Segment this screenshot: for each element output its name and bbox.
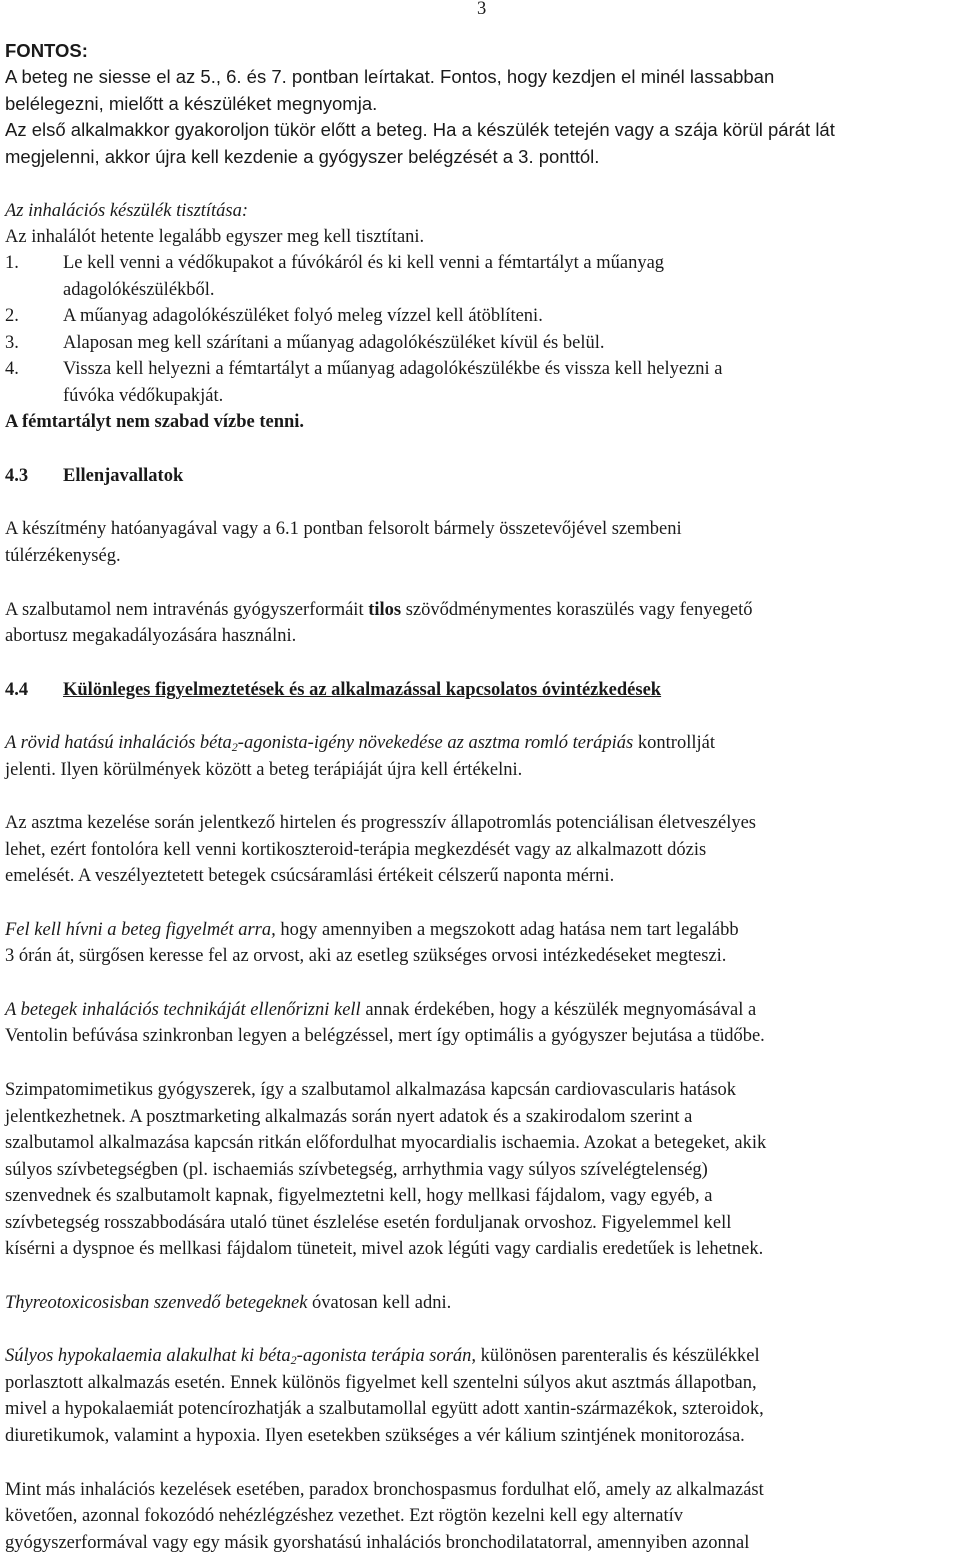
contraindication-line-1: A készítmény hatóanyagával vagy a 6.1 pontban felsorolt bármely összetevőjével szembeni xyxy=(5,519,682,539)
warning-p5-line-1: Szimpatomimetikus gyógyszerek, így a szalbutamol alkalmazása kapcsán cardiovascularis hatások xyxy=(5,1080,737,1100)
step-number: 3. xyxy=(5,333,19,353)
contraindication-p2-line-1: A szalbutamol nem intravénás gyógyszerformáit tilos szövődménymentes koraszülés vagy fenyegető xyxy=(5,600,753,620)
section-4-4-title: Különleges figyelmeztetések és az alkalmazással kapcsolatos óvintézkedések xyxy=(63,680,662,700)
warning-p5-line-2: jelentkezhetnek. A posztmarketing alkalmazás során nyert adatok és a szakirodalom szerint a xyxy=(5,1107,693,1127)
warning-p1-line-1: A rövid hatású inhalációs béta$_2$-agonista-igény növekedése az asztma romló terápiás kontrollját xyxy=(5,733,715,754)
warning-p5-line-7: kísérni a dyspnoe és mellkasi fájdalom tüneteit, mivel azok légúti vagy cardialis eredetűek is lehetnek. xyxy=(5,1239,764,1259)
cleaning-heading: Az inhalációs készülék tisztítása: xyxy=(5,201,249,221)
warning-p2-line-1: Az asztma kezelése során jelentkező hirtelen és progresszív állapotromlás potenciálisan életveszélyes xyxy=(5,813,756,833)
step-text: Le kell venni a védőkupakot a fúvókáról és ki kell venni a fémtartályt a műanyag xyxy=(63,253,665,273)
warning-p2-line-2: lehet, ezért fontolóra kell venni kortikoszteroid-terápia megkezdését vagy az alkalmazott dózis xyxy=(5,840,707,860)
step-number: 2. xyxy=(5,306,19,326)
emphasis-tilos: tilos xyxy=(368,600,402,620)
step-text-cont: adagolókészülékből. xyxy=(63,280,215,300)
important-line-3: Az első alkalmakkor gyakoroljon tükör előtt a beteg. Ha a készülék tetején vagy a szája körül párát lát xyxy=(5,119,835,140)
warning-p7-line-3: mivel a hypokalaemiát potencírozhatják a szalbutamollal együtt adott xantin-származékok, szteroidok, xyxy=(5,1399,764,1419)
step-text: A műanyag adagolókészüléket folyó meleg vízzel kell átöblíteni. xyxy=(63,306,543,326)
section-4-3-number: 4.3 xyxy=(5,466,29,486)
step-text: Vissza kell helyezni a fémtartályt a műanyag adagolókészülékbe és vissza kell helyezni a xyxy=(63,359,723,379)
contraindication-p2-line-2: abortusz megakadályozására használni. xyxy=(5,626,297,646)
warning-p8-line-2: követően, azonnal fokozódó nehézlégzéshez vezethet. Ezt rögtön kezelni kell egy alternatív xyxy=(5,1506,684,1526)
important-heading: FONTOS: xyxy=(5,40,88,61)
important-line-2: belélegezni, mielőtt a készüléket megnyomja. xyxy=(5,93,378,114)
warning-p6: Thyreotoxicosisban szenvedő betegeknek óvatosan kell adni. xyxy=(5,1293,452,1313)
step-text: Alaposan meg kell szárítani a műanyag adagolókészüléket kívül és belül. xyxy=(63,333,605,353)
warning-p7-line-4: diuretikumok, valamint a hypoxia. Ilyen esetekben szükséges a vér kálium szintjének monitorozása. xyxy=(5,1426,745,1446)
section-4-3-title: Ellenjavallatok xyxy=(63,466,184,486)
cleaning-intro: Az inhalálót hetente legalább egyszer meg kell tisztítani. xyxy=(5,227,425,247)
warning-p2-line-3: emelését. A veszélyeztetett betegek csúcsáramlási értékeit célszerű naponta mérni. xyxy=(5,866,615,886)
contraindication-line-2: túlérzékenység. xyxy=(5,546,121,566)
warning-p5-line-6: szívbetegség rosszabbodására utaló tünet észlelése esetén forduljanak orvoshoz. Figyelemmel kell xyxy=(5,1213,732,1233)
warning-p5-line-4: súlyos szívbetegségben (pl. ischaemiás szívbetegség, arrhythmia vagy súlyos szívelégtelenség) xyxy=(5,1160,708,1180)
important-line-4: megjelenni, akkor újra kell kezdenie a gyógyszer belégzését a 3. ponttól. xyxy=(5,146,600,167)
cleaning-warning: A fémtartályt nem szabad vízbe tenni. xyxy=(5,412,305,432)
warning-p3-line-1: Fel kell hívni a beteg figyelmét arra, hogy amennyiben a megszokott adag hatása nem tart legalább xyxy=(5,920,739,940)
page-number: 3 xyxy=(477,0,487,19)
warning-p7-line-2: porlasztott alkalmazás esetén. Ennek különös figyelmet kell szentelni súlyos akut asztmás állapotban, xyxy=(5,1373,757,1393)
section-4-4-number: 4.4 xyxy=(5,680,29,700)
warning-p5-line-5: szenvednek és szalbutamolt kapnak, figyelmeztetni kell, hogy mellkasi fájdalom, vagy egyéb, a xyxy=(5,1186,713,1206)
step-text-cont: fúvóka védőkupakját. xyxy=(63,386,224,406)
step-number: 4. xyxy=(5,359,19,379)
warning-p4-line-2: Ventolin befúvása szinkronban legyen a belégzéssel, mert így optimális a gyógyszer bejutása a tüdőbe. xyxy=(5,1026,765,1046)
warning-p7-line-1: Súlyos hypokalaemia alakulhat ki béta$_2$-agonista terápia során, különösen parenteralis és készülékkel xyxy=(5,1346,760,1367)
step-number: 1. xyxy=(5,253,19,273)
warning-p1-line-2: jelenti. Ilyen körülmények között a beteg terápiáját újra kell értékelni. xyxy=(5,760,523,780)
warning-p8-line-3: gyógyszerformával vagy egy másik gyorshatású inhalációs bronchodilatatorral, amennyiben azonnal xyxy=(5,1533,750,1553)
warning-p8-line-1: Mint más inhalációs kezelések esetében, paradox bronchospasmus fordulhat elő, amely az alkalmazást xyxy=(5,1480,764,1500)
warning-p3-line-2: 3 órán át, sürgősen keresse fel az orvost, aki az esetleg szükséges orvosi intézkedéseket megteszi. xyxy=(5,946,727,966)
warning-p5-line-3: szalbutamol alkalmazása kapcsán ritkán előfordulhat myocardialis ischaemia. Azokat a betegeket, akik xyxy=(5,1133,767,1153)
important-line-1: A beteg ne siesse el az 5., 6. és 7. pontban leírtakat. Fontos, hogy kezdjen el minél lassabban xyxy=(5,66,775,87)
warning-p4-line-1: A betegek inhalációs technikáját ellenőrizni kell annak érdekében, hogy a készülék megnyomásával a xyxy=(5,1000,757,1020)
